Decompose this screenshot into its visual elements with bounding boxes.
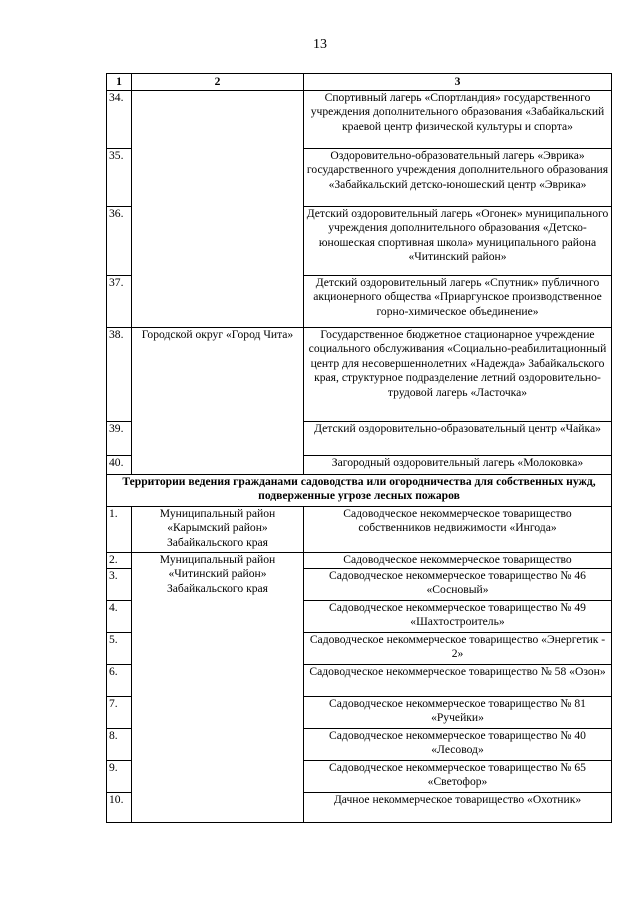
row-number: 39. — [107, 422, 132, 456]
row-description: Садоводческое некоммерческое товарищество собственников недвижимости «Ингода» — [304, 507, 612, 553]
row-description: Государственное бюджетное стационарное учреждение социального обслуживания «Социально-реабилитационный центр для несовершеннолетних «Надежда» Забайкальского края, структурное подразделение летний оздоровительно-трудовой лагерь «Ласточка» — [304, 328, 612, 422]
row-number: 37. — [107, 276, 132, 328]
row-description: Дачное некоммерческое товарищество «Охотник» — [304, 793, 612, 823]
row-description: Детский оздоровительный лагерь «Огонек» муниципального учреждения дополнительного образования «Детско-юношеская спортивная школа» муниципального района «Читинский район» — [304, 207, 612, 276]
table-row — [107, 553, 612, 569]
table-row — [107, 328, 612, 422]
row-number: 36. — [107, 207, 132, 276]
row-number: 9. — [107, 761, 132, 793]
section-title-row — [107, 475, 612, 507]
row-number: 7. — [107, 697, 132, 729]
row-number: 3. — [107, 569, 132, 601]
region-cell: Муниципальный район «Карымский район» Забайкальского края — [132, 507, 304, 553]
page-number: 13 — [313, 37, 327, 52]
row-description: Садоводческое некоммерческое товарищество № 65 «Светофор» — [304, 761, 612, 793]
region-cell: Городской округ «Город Чита» — [132, 328, 304, 475]
section-title: Территории ведения гражданами садоводства или огородничества для собственных нужд, подверженные угрозе лесных пожаров — [107, 475, 612, 507]
region-cell — [132, 91, 304, 328]
row-number: 34. — [107, 91, 132, 149]
table-row — [107, 91, 612, 149]
table-header-row — [107, 74, 612, 91]
row-description: Садоводческое некоммерческое товарищество — [304, 553, 612, 569]
row-description: Оздоровительно-образовательный лагерь «Эврика» государственного учреждения дополнительного образования «Забайкальский детско-юношеский центр «Эврика» — [304, 149, 612, 207]
row-number: 2. — [107, 553, 132, 569]
region-cell: Муниципальный район «Читинский район» Забайкальского края — [132, 553, 304, 823]
row-number: 35. — [107, 149, 132, 207]
row-number: 10. — [107, 793, 132, 823]
row-description: Садоводческое некоммерческое товарищество «Энергетик - 2» — [304, 633, 612, 665]
document-table — [106, 73, 612, 823]
row-description: Детский оздоровительный лагерь «Спутник» публичного акционерного общества «Приаргунское производственное горно-химическое объединение» — [304, 276, 612, 328]
row-number: 40. — [107, 456, 132, 475]
row-number: 4. — [107, 601, 132, 633]
row-description: Садоводческое некоммерческое товарищество № 58 «Озон» — [304, 665, 612, 697]
table-row — [107, 507, 612, 553]
row-number: 6. — [107, 665, 132, 697]
row-description: Загородный оздоровительный лагерь «Молоковка» — [304, 456, 612, 475]
row-description: Спортивный лагерь «Спортландия» государственного учреждения дополнительного образования «Забайкальский краевой центр физической культуры и спорта» — [304, 91, 612, 149]
row-number: 1. — [107, 507, 132, 553]
row-description: Садоводческое некоммерческое товарищество № 81 «Ручейки» — [304, 697, 612, 729]
row-description: Детский оздоровительно-образовательный центр «Чайка» — [304, 422, 612, 456]
column-header: 2 — [132, 74, 304, 91]
row-description: Садоводческое некоммерческое товарищество № 49 «Шахтостроитель» — [304, 601, 612, 633]
column-header: 1 — [107, 74, 132, 91]
row-description: Садоводческое некоммерческое товарищество № 40 «Лесовод» — [304, 729, 612, 761]
row-number: 8. — [107, 729, 132, 761]
row-number: 5. — [107, 633, 132, 665]
column-header: 3 — [304, 74, 612, 91]
row-number: 38. — [107, 328, 132, 422]
row-description: Садоводческое некоммерческое товарищество № 46 «Сосновый» — [304, 569, 612, 601]
